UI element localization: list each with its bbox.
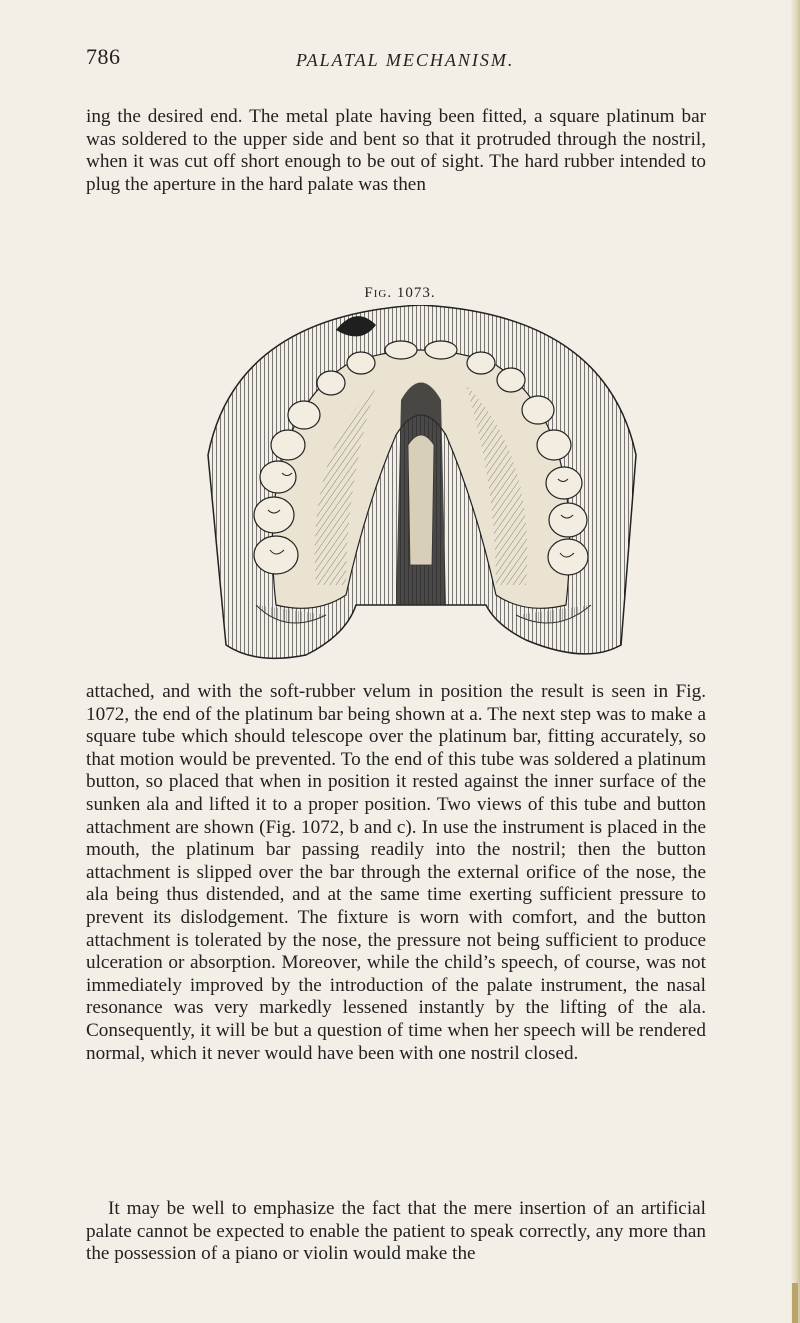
page-edge <box>790 0 800 1323</box>
paragraph-1: ing the desired end. The metal plate having been fitted, a square platinum bar was soldered to the upper side and bent so that it protruded through the nostril, when it was cut off short enough to be out of sight. The hard rubber intended to plug the aperture in the hard palate was then <box>86 106 706 195</box>
page-edge-mark <box>792 1283 798 1323</box>
paragraph-2: attached, and with the soft-rubber velum in position the result is seen in Fig. 1072, the end of the platinum bar being shown at a. The next step was to make a square tube which should telescope over the platinum bar, fitting accurately, so that motion would be prevented. To the end of this tube was soldered a platinum button, so placed that when in position it rested against the inner surface of the sunken ala and lifted it to a proper position. Two views of this tube and button attachment are shown (Fig. 1072, b and c). In use the instrument is placed in the mouth, the platinum bar passing readily into the nostril; then the button attachment is slipped over the bar through the external orifice of the nose, the ala being thus distended, and at the same time exerting sufficient pressure to prevent its dislodgement. The fixture is worn with comfort, and the button attachment is tolerated by the nose, the pressure not being sufficient to produce ulceration or absorption. Moreover, while the child’s speech, of course, was not immediately improved by the introduction of the palate instrument, the nasal resonance was very markedly lessened instantly by the lifting of the ala. Consequently, it will be but a question of time when her speech will be rendered normal, which it never would have been with one nostril closed. <box>86 681 706 1064</box>
palate-cast-drawing <box>196 305 646 665</box>
palate-cast-illustration <box>196 305 646 665</box>
vomer <box>408 435 434 565</box>
page-header <box>86 44 706 84</box>
running-title: PALATAL MECHANISM. <box>296 50 515 70</box>
page-number: 786 <box>86 44 121 69</box>
figure-caption: Fig. 1073. <box>364 285 436 301</box>
paragraph-3: It may be well to emphasize the fact that the mere insertion of an artificial palate cannot be expected to enable the patient to speak correctly, any more than the possession of a piano or violin would make the <box>86 1198 706 1265</box>
